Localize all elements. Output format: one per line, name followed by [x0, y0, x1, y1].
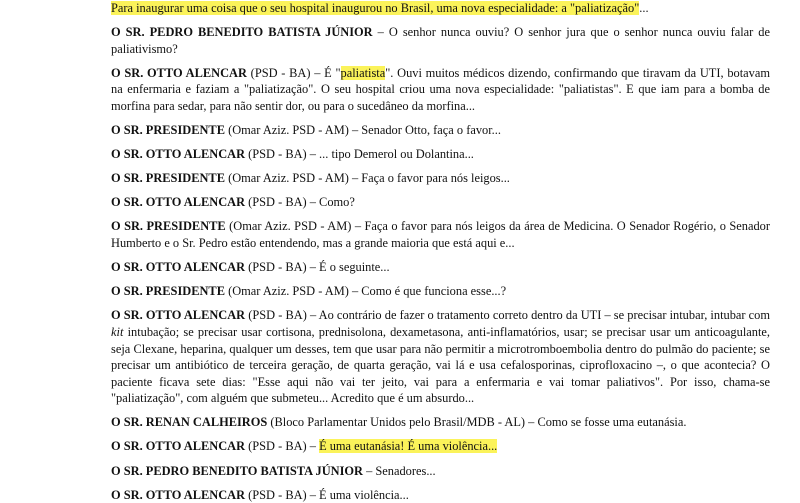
- transcript-paragraph: [111, 0, 770, 17]
- speech-text: (PSD - BA) – É uma violência...: [245, 487, 409, 502]
- speech-text: ...: [639, 1, 649, 15]
- transcript-paragraph: [111, 307, 770, 407]
- speech-text: kit: [111, 324, 124, 339]
- speech-text: – O senhor nunca ouviu? O senhor jura que o senhor nunca ouviu falar de paliativismo?: [111, 25, 771, 56]
- speaker-name: O SR. OTTO ALENCAR: [111, 195, 246, 210]
- highlighted-text: É uma eutanásia! É uma violência...: [319, 439, 498, 454]
- speech-text: – Senadores...: [363, 463, 436, 478]
- transcript-paragraph: [111, 122, 770, 139]
- speaker-name: O SR. OTTO ALENCAR: [111, 439, 246, 454]
- speech-text: intubação; se precisar usar cortisona, prednisolona, dexametasona, anti-inflamatórios, usar; se precisar usar um anticoagulante, seja Clexane, heparina, qualquer um desses, tem que usar para não permitir a microtromboembolia dentro do pulmão do paciente; se precisar um antibiótico de terceira geração, de quarta geração, vai lá e usa cefalosporinas, ciprofloxacino –, o que acontecia? O paciente ficava sete dias: "Esse aqui não vai ter jeito, vai para a enfermaria e vai tomar paliativos". Por isso, chama-se "paliatização", com alguém que submeteu... Acredito que é um absurdo...: [111, 324, 770, 406]
- speech-text: (PSD - BA) – ... tipo Demerol ou Dolantina...: [245, 147, 474, 162]
- speech-text: (Omar Aziz. PSD - AM) – Senador Otto, faça o favor...: [224, 123, 501, 138]
- speech-text: (PSD - BA) – Como?: [245, 195, 355, 210]
- speech-text: (Bloco Parlamentar Unidos pelo Brasil/MDB - AL) – Como se fosse uma eutanásia.: [267, 415, 687, 430]
- speaker-name: O SR. PEDRO BENEDITO BATISTA JÚNIOR: [111, 463, 363, 478]
- speaker-name: O SR. OTTO ALENCAR: [111, 260, 246, 275]
- transcript-paragraph: [111, 146, 770, 163]
- speech-text: (PSD - BA) –: [245, 439, 320, 454]
- speaker-name: O SR. OTTO ALENCAR: [111, 147, 246, 162]
- speaker-name: O SR. PRESIDENTE: [111, 123, 225, 138]
- transcript-paragraph: [111, 65, 770, 115]
- speaker-name: O SR. OTTO ALENCAR: [111, 487, 246, 502]
- transcript-paragraph: [111, 487, 770, 503]
- speaker-name: O SR. OTTO ALENCAR: [111, 65, 247, 80]
- transcript-paragraph: [111, 194, 770, 211]
- transcript-paragraph: [111, 218, 770, 251]
- transcript-paragraph: [111, 24, 770, 57]
- speech-text: (PSD - BA) – É o seguinte...: [245, 260, 390, 275]
- transcript-paragraph: [111, 463, 770, 480]
- highlighted-text: Para inaugurar uma coisa que o seu hospital inaugurou no Brasil, uma nova especialidade: a "paliatização": [111, 1, 640, 15]
- speaker-name: O SR. PRESIDENTE: [111, 284, 225, 299]
- highlighted-text: paliatista: [340, 65, 386, 80]
- transcript-paragraph: [111, 170, 770, 187]
- speaker-name: O SR. RENAN CALHEIROS: [111, 415, 268, 430]
- speech-text: (PSD - BA) – Ao contrário de fazer o tratamento correto dentro da UTI – se precisar intubar, intubar com: [245, 308, 770, 323]
- speech-text: (PSD - BA) – É ": [246, 65, 341, 80]
- transcript-paragraph: [111, 438, 770, 455]
- speaker-name: O SR. PEDRO BENEDITO BATISTA JÚNIOR: [111, 25, 373, 40]
- speaker-name: O SR. PRESIDENTE: [111, 171, 225, 186]
- speech-text: ". Ouvi muitos médicos dizendo, confirmando que tiravam da UTI, botavam na enfermaria e faziam a "paliatização". O seu hospital criou uma nova especialidade: "paliatistas". E que iam para a bomba de morfina para sedar, para não sentir dor, ou para o sucedâneo da morfina...: [111, 65, 770, 113]
- transcript-paragraph: [111, 283, 770, 300]
- speech-text: (Omar Aziz. PSD - AM) – Faça o favor para nós leigos...: [224, 171, 510, 186]
- speech-text: (Omar Aziz. PSD - AM) – Faça o favor para nós leigos da área de Medicina. O Senador Rogério, o Senador Humberto e o Sr. Pedro estão entendendo, mas a grande maioria que está aqui e...: [111, 219, 770, 251]
- speech-text: (Omar Aziz. PSD - AM) – Como é que funciona esse...?: [224, 284, 507, 299]
- speaker-name: O SR. PRESIDENTE: [111, 219, 226, 234]
- transcript-paragraph: [111, 259, 770, 276]
- transcript-paragraph: [111, 414, 770, 431]
- speaker-name: O SR. OTTO ALENCAR: [111, 308, 246, 323]
